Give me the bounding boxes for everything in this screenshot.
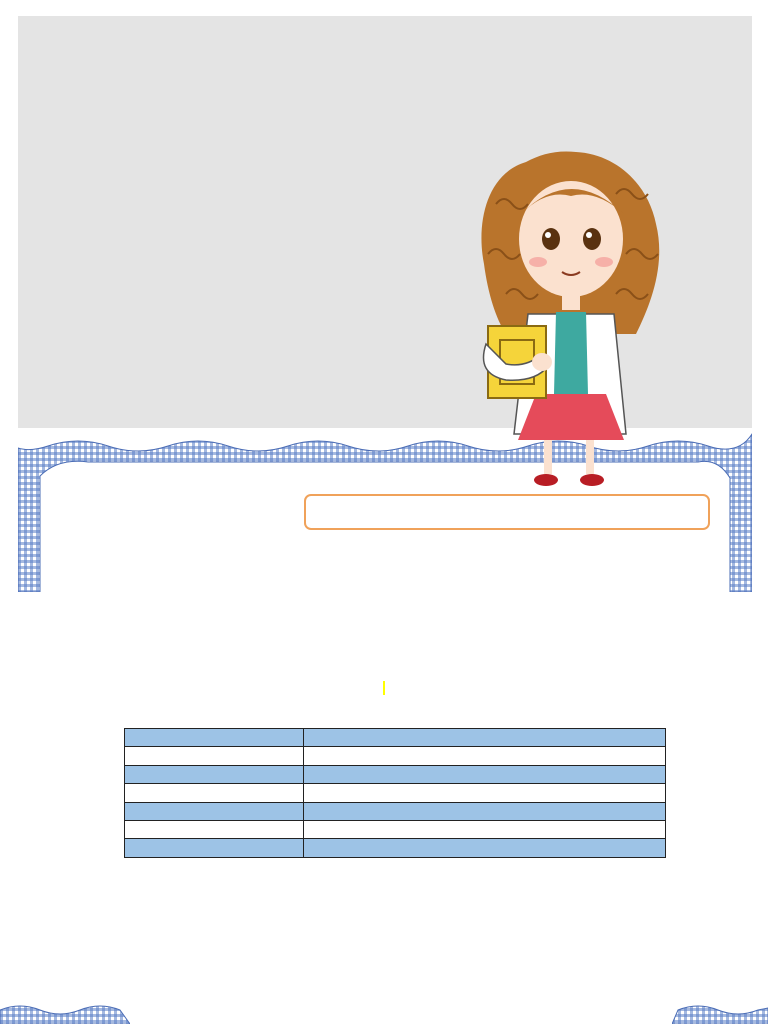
table-row-label — [125, 784, 304, 802]
table-row — [125, 839, 666, 857]
docente-input-box[interactable] — [304, 494, 710, 530]
table-row — [125, 765, 666, 783]
table-row-value[interactable] — [304, 784, 666, 802]
table-row — [125, 729, 666, 747]
document-heading — [0, 677, 768, 696]
section-fundamentacion-title — [131, 880, 159, 893]
table-row-value[interactable] — [304, 802, 666, 820]
gingham-corner-right — [672, 1002, 768, 1024]
teacher-girl-illustration — [466, 144, 676, 494]
table-row-label — [125, 747, 304, 765]
table-row — [125, 784, 666, 802]
table-row-value[interactable] — [304, 747, 666, 765]
gingham-corner-left — [0, 1002, 130, 1024]
table-row — [125, 820, 666, 838]
document-heading-text — [383, 681, 385, 695]
datos-informativos-table — [124, 728, 666, 858]
table-row-label — [125, 820, 304, 838]
table-row-label — [125, 765, 304, 783]
table-row-label — [125, 729, 304, 747]
table-row — [125, 747, 666, 765]
table-row-label — [125, 839, 304, 857]
cover-page — [18, 16, 752, 592]
table-row-label — [125, 802, 304, 820]
table-row — [125, 802, 666, 820]
table-row-value[interactable] — [304, 765, 666, 783]
table-row-value[interactable] — [304, 839, 666, 857]
table-row-value[interactable] — [304, 729, 666, 747]
table-row-value[interactable] — [304, 820, 666, 838]
